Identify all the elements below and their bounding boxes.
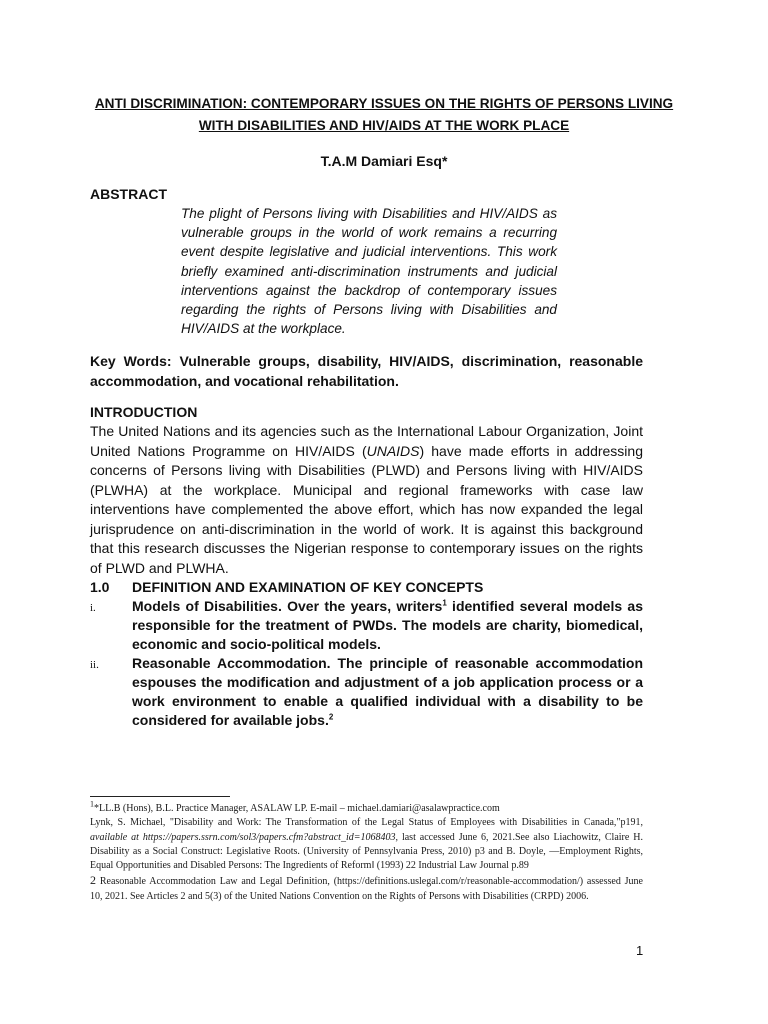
footnote-text: Reasonable Accommodation Law and Legal Definition, (https://definitions.uslegal.com/r/reasonable-accommodation/) assessed June 10, 2021. See Articles 2 and 5(3) of the United Nations Convention on the Rights of Persons with Disabilities (CRPD) 2006. [90,876,643,902]
list-item-text [132,654,643,730]
list-item-text-part: identified several models as responsible for the treatment of PWDs. The models are charity, biomedical, economic and socio-political models. [132,598,644,652]
list-numeral: i. [90,602,96,614]
list-item [90,654,643,730]
introduction-paragraph [90,422,643,578]
footnote-text: last accessed June 6, 2021.See also Liachowitz, Claire H. Disability as a Social Construct: Legislative Roots. (University of Pennsylvania Press, 2010) p3 and B. Doyle, ―Employment Rights, Equal Opportunities and Disabled Persons: The Ingredients of Reform‖ (1993) 22 Industrial Law Journal p.89 [90,831,644,872]
page-number: 1 [636,943,644,958]
footnote-divider [90,796,230,797]
introduction-heading: INTRODUCTION [90,404,198,420]
list-numeral: ii. [90,659,99,671]
footnote-text: Lynk, S. Michael, "Disability and Work: The Transformation of the Legal Status of Employees with Disabilities in Canada,"p191, [90,817,643,829]
introduction-text-2: ) have made efforts in addressing concerns of Persons living with Disabilities (PLWD) and Persons living with HIV/AIDS (PLWHA) at the workplace. Municipal and regional frameworks with case law interventions have complemented the above effort, which has now expanded the legal jurisprudence on anti-discrimination in the world of work. It is against this background that this research discusses the Nigerian response to contemporary issues on the rights of PLWD and PLWHA. [90,442,643,576]
footnote-ref[interactable]: 1 [442,598,447,608]
abstract-heading: ABSTRACT [90,186,167,202]
footnote-ref[interactable]: 2 [328,712,334,722]
unaids-acronym: UNAIDS [366,442,420,459]
section-title: DEFINITION AND EXAMINATION OF KEY CONCEPTS [132,579,484,595]
author-name: T.A.M Damiari Esq* [320,153,448,169]
footnote-1 [90,816,643,873]
paper-title: ANTI DISCRIMINATION: CONTEMPORARY ISSUES ON THE RIGHTS OF PERSONS LIVING WITH DISABILITIES AND HIV/AIDS AT THE WORK PLACE [94,96,674,133]
keywords: Key Words: Vulnerable groups, disability, HIV/AIDS, discrimination, reasonable accommodation, and vocational rehabilitation. [90,353,643,389]
footnote-author [90,799,643,816]
footnote-2 [90,873,643,904]
list-item-text [132,597,643,654]
introduction-text-1: The United Nations and its agencies such as the International Labour Organization, Joint United Nations Programme on HIV/AIDS ( [90,423,643,459]
footnote-number: 1 [90,799,94,809]
list-item-text-part: Models of Disabilities. Over the years, writers [132,598,443,614]
footnotes [90,799,644,904]
footnote-text: *LL.B (Hons), B.L. Practice Manager, ASALAW LP. E-mail – michael.damiari@asalawpractice.com [94,803,500,814]
section-heading [90,578,483,597]
list-item-text-part: Reasonable Accommodation. The principle of reasonable accommodation espouses the modification and adjustment of a job application process or a work environment to enable a qualified individual with a disability to be considered for available jobs. [132,655,643,728]
abstract-text: The plight of Persons living with Disabilities and HIV/AIDS as vulnerable groups in the world of work remains a recurring event despite legislative and judicial interventions. This work briefly examined anti-discrimination instruments and judicial interventions against the backdrop of contemporary issues regarding the rights of Persons living with Disabilities and HIV/AIDS at the workplace. [181,206,557,337]
list-item [90,597,643,654]
footnote-number: 2 [90,873,96,888]
section-number: 1.0 [90,579,110,595]
footnote-link[interactable]: available at https://papers.ssrn.com/sol3/papers.cfm?abstract_id=1068403, [90,831,398,843]
